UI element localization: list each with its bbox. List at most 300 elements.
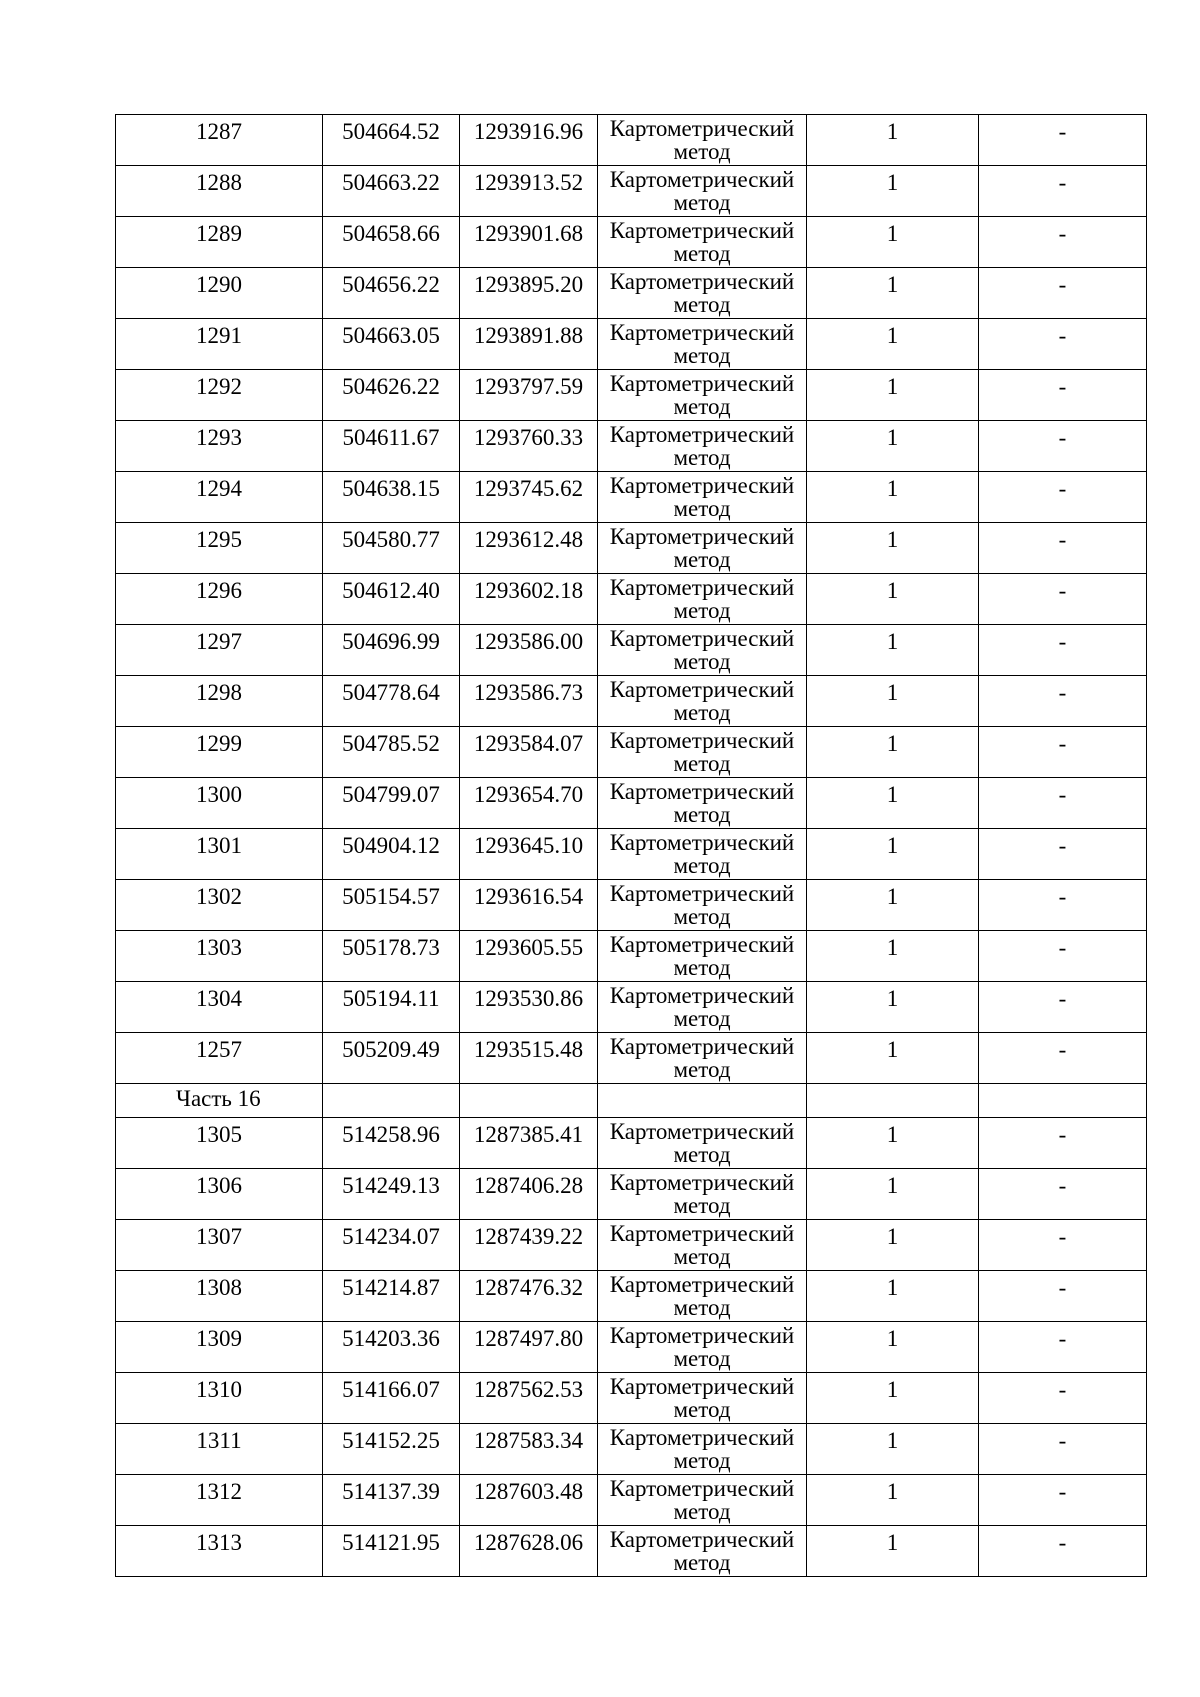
note-cell — [979, 1220, 1147, 1271]
point-number: 1303 — [196, 935, 242, 960]
method-line-1: Картометрический — [609, 626, 795, 651]
point-number: 1310 — [196, 1377, 242, 1402]
note-value: - — [1058, 731, 1067, 756]
method-cell — [598, 1118, 807, 1169]
method-cell — [598, 1322, 807, 1373]
y-coordinate: 1287385.41 — [473, 1122, 584, 1147]
note-value: - — [1058, 1428, 1067, 1453]
y-coordinate: 1293586.73 — [473, 680, 584, 705]
accuracy-cell — [807, 1424, 979, 1475]
accuracy-value: 1 — [886, 1479, 899, 1504]
empty-cell — [979, 1084, 1147, 1118]
x-coordinate-cell — [323, 1220, 460, 1271]
y-coordinate: 1287562.53 — [473, 1377, 584, 1402]
y-coordinate-cell — [460, 166, 598, 217]
method-cell — [598, 1220, 807, 1271]
point-number-cell — [116, 1424, 323, 1475]
method-line-1: Картометрический — [609, 218, 795, 243]
accuracy-cell — [807, 1033, 979, 1084]
accuracy-value: 1 — [886, 1037, 899, 1062]
y-coordinate-cell — [460, 778, 598, 829]
y-coordinate-cell — [460, 1220, 598, 1271]
x-coordinate: 504663.22 — [342, 170, 440, 195]
table-row — [116, 1169, 1147, 1220]
method-line-1: Картометрический — [609, 524, 795, 549]
point-number: 1293 — [196, 425, 242, 450]
note-cell — [979, 319, 1147, 370]
method-line-2: метод — [673, 241, 731, 266]
x-coordinate-cell — [323, 523, 460, 574]
point-number-cell — [116, 778, 323, 829]
x-coordinate-cell — [323, 1118, 460, 1169]
point-number: 1302 — [196, 884, 242, 909]
accuracy-value: 1 — [886, 884, 899, 909]
y-coordinate: 1293586.00 — [473, 629, 584, 654]
accuracy-cell — [807, 166, 979, 217]
note-cell — [979, 166, 1147, 217]
point-number: 1311 — [196, 1428, 242, 1453]
point-number-cell — [116, 1322, 323, 1373]
note-value: - — [1058, 782, 1067, 807]
method-cell — [598, 472, 807, 523]
accuracy-cell — [807, 931, 979, 982]
accuracy-cell — [807, 1220, 979, 1271]
point-number-cell — [116, 1220, 323, 1271]
y-coordinate-cell — [460, 1373, 598, 1424]
accuracy-value: 1 — [886, 1173, 899, 1198]
accuracy-value: 1 — [886, 578, 899, 603]
accuracy-value: 1 — [886, 527, 899, 552]
table-row — [116, 1033, 1147, 1084]
note-value: - — [1058, 833, 1067, 858]
note-value: - — [1058, 884, 1067, 909]
point-number: 1291 — [196, 323, 242, 348]
point-number: 1295 — [196, 527, 242, 552]
x-coordinate: 514258.96 — [342, 1122, 440, 1147]
y-coordinate: 1287603.48 — [473, 1479, 584, 1504]
note-value: - — [1058, 935, 1067, 960]
method-line-2: метод — [673, 1346, 731, 1371]
y-coordinate: 1293584.07 — [473, 731, 584, 756]
x-coordinate-cell — [323, 1475, 460, 1526]
method-line-2: метод — [673, 139, 731, 164]
y-coordinate-cell — [460, 268, 598, 319]
point-number-cell — [116, 370, 323, 421]
point-number-cell — [116, 115, 323, 166]
x-coordinate-cell — [323, 727, 460, 778]
method-cell — [598, 880, 807, 931]
note-value: - — [1058, 1037, 1067, 1062]
method-line-1: Картометрический — [609, 269, 795, 294]
x-coordinate-cell — [323, 217, 460, 268]
accuracy-value: 1 — [886, 629, 899, 654]
point-number-cell — [116, 523, 323, 574]
accuracy-value: 1 — [886, 323, 899, 348]
accuracy-cell — [807, 421, 979, 472]
y-coordinate: 1293913.52 — [473, 170, 584, 195]
table-row — [116, 217, 1147, 268]
accuracy-value: 1 — [886, 935, 899, 960]
method-cell — [598, 1526, 807, 1577]
x-coordinate-cell — [323, 574, 460, 625]
note-value: - — [1058, 119, 1067, 144]
x-coordinate: 504626.22 — [342, 374, 440, 399]
note-value: - — [1058, 425, 1067, 450]
accuracy-cell — [807, 1271, 979, 1322]
method-line-1: Картометрический — [609, 116, 795, 141]
y-coordinate: 1287583.34 — [473, 1428, 584, 1453]
point-number-cell — [116, 931, 323, 982]
point-number-cell — [116, 217, 323, 268]
y-coordinate-cell — [460, 319, 598, 370]
note-value: - — [1058, 323, 1067, 348]
point-number-cell — [116, 268, 323, 319]
note-cell — [979, 1169, 1147, 1220]
y-coordinate-cell — [460, 1271, 598, 1322]
table-row — [116, 982, 1147, 1033]
note-value: - — [1058, 1275, 1067, 1300]
method-cell — [598, 166, 807, 217]
y-coordinate-cell — [460, 727, 598, 778]
note-value: - — [1058, 578, 1067, 603]
method-cell — [598, 778, 807, 829]
point-number: 1304 — [196, 986, 242, 1011]
x-coordinate: 505154.57 — [342, 884, 440, 909]
x-coordinate: 514152.25 — [342, 1428, 440, 1453]
table-row — [116, 1475, 1147, 1526]
y-coordinate-cell — [460, 574, 598, 625]
method-line-2: метод — [673, 649, 731, 674]
method-line-1: Картометрический — [609, 677, 795, 702]
accuracy-value: 1 — [886, 1275, 899, 1300]
note-cell — [979, 880, 1147, 931]
method-cell — [598, 982, 807, 1033]
note-cell — [979, 421, 1147, 472]
point-number: 1299 — [196, 731, 242, 756]
note-cell — [979, 676, 1147, 727]
point-number-cell — [116, 880, 323, 931]
note-cell — [979, 268, 1147, 319]
method-cell — [598, 1475, 807, 1526]
note-value: - — [1058, 272, 1067, 297]
point-number-cell — [116, 166, 323, 217]
x-coordinate-cell — [323, 778, 460, 829]
note-cell — [979, 523, 1147, 574]
note-cell — [979, 829, 1147, 880]
method-line-1: Картометрический — [609, 1119, 795, 1144]
table-row — [116, 778, 1147, 829]
note-cell — [979, 778, 1147, 829]
table-row — [116, 319, 1147, 370]
section-label: Часть 16 — [176, 1086, 261, 1111]
point-number: 1313 — [196, 1530, 242, 1555]
note-value: - — [1058, 374, 1067, 399]
method-line-1: Картометрический — [609, 932, 795, 957]
method-cell — [598, 370, 807, 421]
method-line-1: Картометрический — [609, 1221, 795, 1246]
x-coordinate: 504664.52 — [342, 119, 440, 144]
empty-cell — [807, 1084, 979, 1118]
x-coordinate-cell — [323, 1033, 460, 1084]
y-coordinate-cell — [460, 523, 598, 574]
method-line-1: Картометрический — [609, 830, 795, 855]
point-number: 1306 — [196, 1173, 242, 1198]
point-number: 1301 — [196, 833, 242, 858]
table-row — [116, 1322, 1147, 1373]
y-coordinate: 1293645.10 — [473, 833, 584, 858]
note-cell — [979, 472, 1147, 523]
y-coordinate-cell — [460, 421, 598, 472]
y-coordinate: 1287406.28 — [473, 1173, 584, 1198]
table-row — [116, 1526, 1147, 1577]
point-number-cell — [116, 1475, 323, 1526]
x-coordinate-cell — [323, 982, 460, 1033]
method-line-2: метод — [673, 394, 731, 419]
x-coordinate: 504904.12 — [342, 833, 440, 858]
accuracy-cell — [807, 1169, 979, 1220]
x-coordinate-cell — [323, 1322, 460, 1373]
x-coordinate-cell — [323, 1169, 460, 1220]
y-coordinate: 1293605.55 — [473, 935, 584, 960]
note-value: - — [1058, 527, 1067, 552]
point-number: 1309 — [196, 1326, 242, 1351]
method-line-1: Картометрический — [609, 320, 795, 345]
point-number: 1308 — [196, 1275, 242, 1300]
method-line-1: Картометрический — [609, 575, 795, 600]
accuracy-value: 1 — [886, 476, 899, 501]
note-cell — [979, 217, 1147, 268]
table-row — [116, 880, 1147, 931]
x-coordinate-cell — [323, 931, 460, 982]
method-line-2: метод — [673, 751, 731, 776]
method-cell — [598, 268, 807, 319]
accuracy-value: 1 — [886, 374, 899, 399]
x-coordinate-cell — [323, 1424, 460, 1475]
x-coordinate: 514214.87 — [342, 1275, 440, 1300]
note-value: - — [1058, 221, 1067, 246]
table-row — [116, 1271, 1147, 1322]
point-number-cell — [116, 472, 323, 523]
note-cell — [979, 574, 1147, 625]
x-coordinate: 504638.15 — [342, 476, 440, 501]
y-coordinate-cell — [460, 217, 598, 268]
x-coordinate: 514137.39 — [342, 1479, 440, 1504]
x-coordinate: 504778.64 — [342, 680, 440, 705]
point-number: 1288 — [196, 170, 242, 195]
method-line-1: Картометрический — [609, 1034, 795, 1059]
method-line-1: Картометрический — [609, 371, 795, 396]
note-value: - — [1058, 1530, 1067, 1555]
method-cell — [598, 1271, 807, 1322]
note-value: - — [1058, 1326, 1067, 1351]
table-row — [116, 1373, 1147, 1424]
point-number: 1287 — [196, 119, 242, 144]
x-coordinate: 504785.52 — [342, 731, 440, 756]
note-value: - — [1058, 1122, 1067, 1147]
method-cell — [598, 1424, 807, 1475]
method-line-1: Картометрический — [609, 1374, 795, 1399]
x-coordinate: 514166.07 — [342, 1377, 440, 1402]
y-coordinate: 1287628.06 — [473, 1530, 584, 1555]
method-line-2: метод — [673, 1295, 731, 1320]
accuracy-cell — [807, 217, 979, 268]
x-coordinate-cell — [323, 319, 460, 370]
y-coordinate: 1293530.86 — [473, 986, 584, 1011]
point-number: 1298 — [196, 680, 242, 705]
point-number-cell — [116, 982, 323, 1033]
x-coordinate-cell — [323, 1373, 460, 1424]
accuracy-cell — [807, 829, 979, 880]
x-coordinate: 505178.73 — [342, 935, 440, 960]
method-line-2: метод — [673, 1499, 731, 1524]
coordinates-table-body — [116, 115, 1147, 1577]
point-number-cell — [116, 1373, 323, 1424]
method-line-2: метод — [673, 1193, 731, 1218]
point-number-cell — [116, 1033, 323, 1084]
accuracy-value: 1 — [886, 1326, 899, 1351]
y-coordinate-cell — [460, 1424, 598, 1475]
y-coordinate: 1287497.80 — [473, 1326, 584, 1351]
accuracy-cell — [807, 319, 979, 370]
x-coordinate-cell — [323, 370, 460, 421]
table-row — [116, 166, 1147, 217]
method-line-2: метод — [673, 700, 731, 725]
method-line-1: Картометрический — [609, 1527, 795, 1552]
table-row — [116, 931, 1147, 982]
note-cell — [979, 1475, 1147, 1526]
accuracy-cell — [807, 370, 979, 421]
point-number: 1312 — [196, 1479, 242, 1504]
point-number: 1305 — [196, 1122, 242, 1147]
method-line-2: метод — [673, 1550, 731, 1575]
accuracy-cell — [807, 472, 979, 523]
method-line-2: метод — [673, 1397, 731, 1422]
x-coordinate: 504612.40 — [342, 578, 440, 603]
note-cell — [979, 370, 1147, 421]
y-coordinate: 1293616.54 — [473, 884, 584, 909]
y-coordinate-cell — [460, 1475, 598, 1526]
method-line-1: Картометрический — [609, 728, 795, 753]
x-coordinate-cell — [323, 115, 460, 166]
point-number-cell — [116, 676, 323, 727]
y-coordinate-cell — [460, 1169, 598, 1220]
method-line-2: метод — [673, 1057, 731, 1082]
point-number-cell — [116, 574, 323, 625]
method-cell — [598, 574, 807, 625]
accuracy-value: 1 — [886, 731, 899, 756]
method-line-1: Картометрический — [609, 422, 795, 447]
method-line-2: метод — [673, 955, 731, 980]
x-coordinate-cell — [323, 166, 460, 217]
accuracy-cell — [807, 268, 979, 319]
y-coordinate: 1293797.59 — [473, 374, 584, 399]
method-line-2: метод — [673, 496, 731, 521]
table-row — [116, 727, 1147, 778]
note-cell — [979, 625, 1147, 676]
y-coordinate: 1293745.62 — [473, 476, 584, 501]
point-number: 1294 — [196, 476, 242, 501]
y-coordinate-cell — [460, 829, 598, 880]
coordinates-table — [115, 114, 1147, 1577]
x-coordinate: 504611.67 — [342, 425, 440, 450]
point-number: 1300 — [196, 782, 242, 807]
note-cell — [979, 1424, 1147, 1475]
note-value: - — [1058, 1173, 1067, 1198]
note-cell — [979, 1033, 1147, 1084]
table-row — [116, 574, 1147, 625]
table-row — [116, 625, 1147, 676]
method-line-1: Картометрический — [609, 1170, 795, 1195]
accuracy-cell — [807, 778, 979, 829]
point-number: 1307 — [196, 1224, 242, 1249]
y-coordinate: 1293760.33 — [473, 425, 584, 450]
x-coordinate-cell — [323, 421, 460, 472]
x-coordinate: 514234.07 — [342, 1224, 440, 1249]
method-line-1: Картометрический — [609, 1272, 795, 1297]
note-cell — [979, 1526, 1147, 1577]
accuracy-cell — [807, 115, 979, 166]
point-number-cell — [116, 625, 323, 676]
method-cell — [598, 727, 807, 778]
method-cell — [598, 1169, 807, 1220]
accuracy-value: 1 — [886, 833, 899, 858]
y-coordinate-cell — [460, 625, 598, 676]
accuracy-value: 1 — [886, 272, 899, 297]
y-coordinate: 1293895.20 — [473, 272, 584, 297]
section-row — [116, 1084, 1147, 1118]
point-number-cell — [116, 727, 323, 778]
y-coordinate: 1293891.88 — [473, 323, 584, 348]
x-coordinate: 504663.05 — [342, 323, 440, 348]
accuracy-value: 1 — [886, 1377, 899, 1402]
method-cell — [598, 829, 807, 880]
method-cell — [598, 676, 807, 727]
point-number: 1290 — [196, 272, 242, 297]
point-number-cell — [116, 1118, 323, 1169]
method-line-1: Картометрический — [609, 473, 795, 498]
note-value: - — [1058, 1224, 1067, 1249]
accuracy-cell — [807, 1475, 979, 1526]
x-coordinate: 504799.07 — [342, 782, 440, 807]
method-cell — [598, 421, 807, 472]
table-row — [116, 1220, 1147, 1271]
method-line-1: Картометрический — [609, 983, 795, 1008]
accuracy-cell — [807, 574, 979, 625]
point-number: 1289 — [196, 221, 242, 246]
note-cell — [979, 982, 1147, 1033]
empty-cell — [598, 1084, 807, 1118]
y-coordinate-cell — [460, 676, 598, 727]
table-row — [116, 421, 1147, 472]
note-cell — [979, 115, 1147, 166]
empty-cell — [460, 1084, 598, 1118]
table-row — [116, 523, 1147, 574]
note-value: - — [1058, 629, 1067, 654]
method-line-2: метод — [673, 547, 731, 572]
x-coordinate: 505194.11 — [342, 986, 440, 1011]
method-line-1: Картометрический — [609, 1425, 795, 1450]
point-number: 1297 — [196, 629, 242, 654]
method-line-2: метод — [673, 1142, 731, 1167]
note-value: - — [1058, 1479, 1067, 1504]
method-line-1: Картометрический — [609, 1476, 795, 1501]
method-line-1: Картометрический — [609, 779, 795, 804]
point-number: 1292 — [196, 374, 242, 399]
x-coordinate-cell — [323, 829, 460, 880]
table-row — [116, 1118, 1147, 1169]
method-line-2: метод — [673, 292, 731, 317]
y-coordinate: 1293612.48 — [473, 527, 584, 552]
